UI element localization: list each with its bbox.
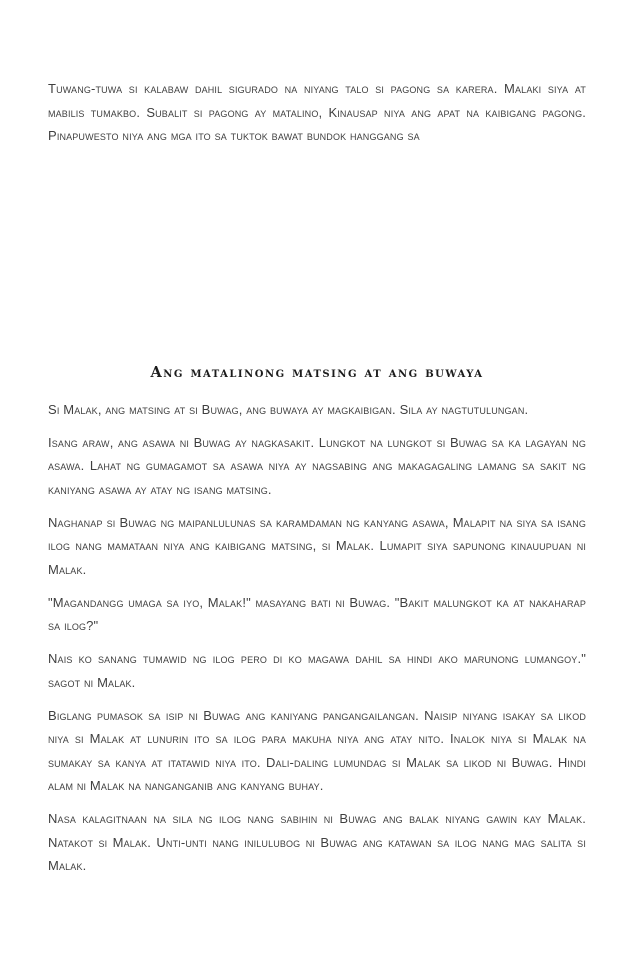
story-title: Ang matalinong matsing at ang buwaya xyxy=(150,363,484,381)
story-paragraph-3: Naghanap si Buwag ng maipanlulunas sa karamdaman ng kanyang asawa, Malapit na siya sa isang ilog nang mamataan niya ang kaibigang matsing, si Malak. Lumapit siya sapunong kinauupuan ni Malak. xyxy=(48,514,586,577)
story-paragraph-2: Isang araw, ang asawa ni Buwag ay nagkasakit. Lungkot na lungkot si Buwag sa ka lagayan ng asawa. Lahat ng gumagamot sa asawa niya ay nagsabing ang makagagaling lamang sa sakit ng kaniyang asawa ay atay ng isang matsing. xyxy=(48,434,586,497)
intro-paragraph: Tuwang-tuwa si kalabaw dahil sigurado na niyang talo si pagong sa karera. Malaki siya at mabilis tumakbo. Subalit si pagong ay matalino, Kinausap niya ang apat na kaibigang pagong. Pinapuwesto niya ang mga ito sa tuktok bawat bundok hanggang sa xyxy=(48,81,586,143)
story-paragraph-4: "Magandangg umaga sa iyo, Malak!" masayang bati ni Buwag. "Bakit malungkot ka at nakaharap sa ilog?" xyxy=(48,594,586,633)
story-paragraph-6: Biglang pumasok sa isip ni Buwag ang kaniyang pangangailangan. Naisip niyang isakay sa likod niya si Malak at lunurin ito sa ilog para makuha niya ang atay nito. Inalok niya si Malak na sumakay sa kanya at itatawid niya ito. Dali-daling lumundag si Malak sa likod ni Buwag. Hindi alam ni Malak na nanganganib ang kanyang buhay. xyxy=(48,707,586,793)
story-paragraph-5: Nais ko sanang tumawid ng ilog pero di ko magawa dahil sa hindi ako marunong lumangoy." sagot ni Malak. xyxy=(48,651,586,690)
story-paragraph-1: Si Malak, ang matsing at si Buwag, ang buwaya ay magkaibigan. Sila ay nagtutulungan. xyxy=(48,401,529,417)
story-paragraph-7: Nasa kalagitnaan na sila ng ilog nang sabihin ni Buwag ang balak niyang gawin kay Malak. Natakot si Malak. Unti-unti nang inilulubog ni Buwag ang katawan sa ilog nang mag salita si Malak. xyxy=(48,811,586,873)
